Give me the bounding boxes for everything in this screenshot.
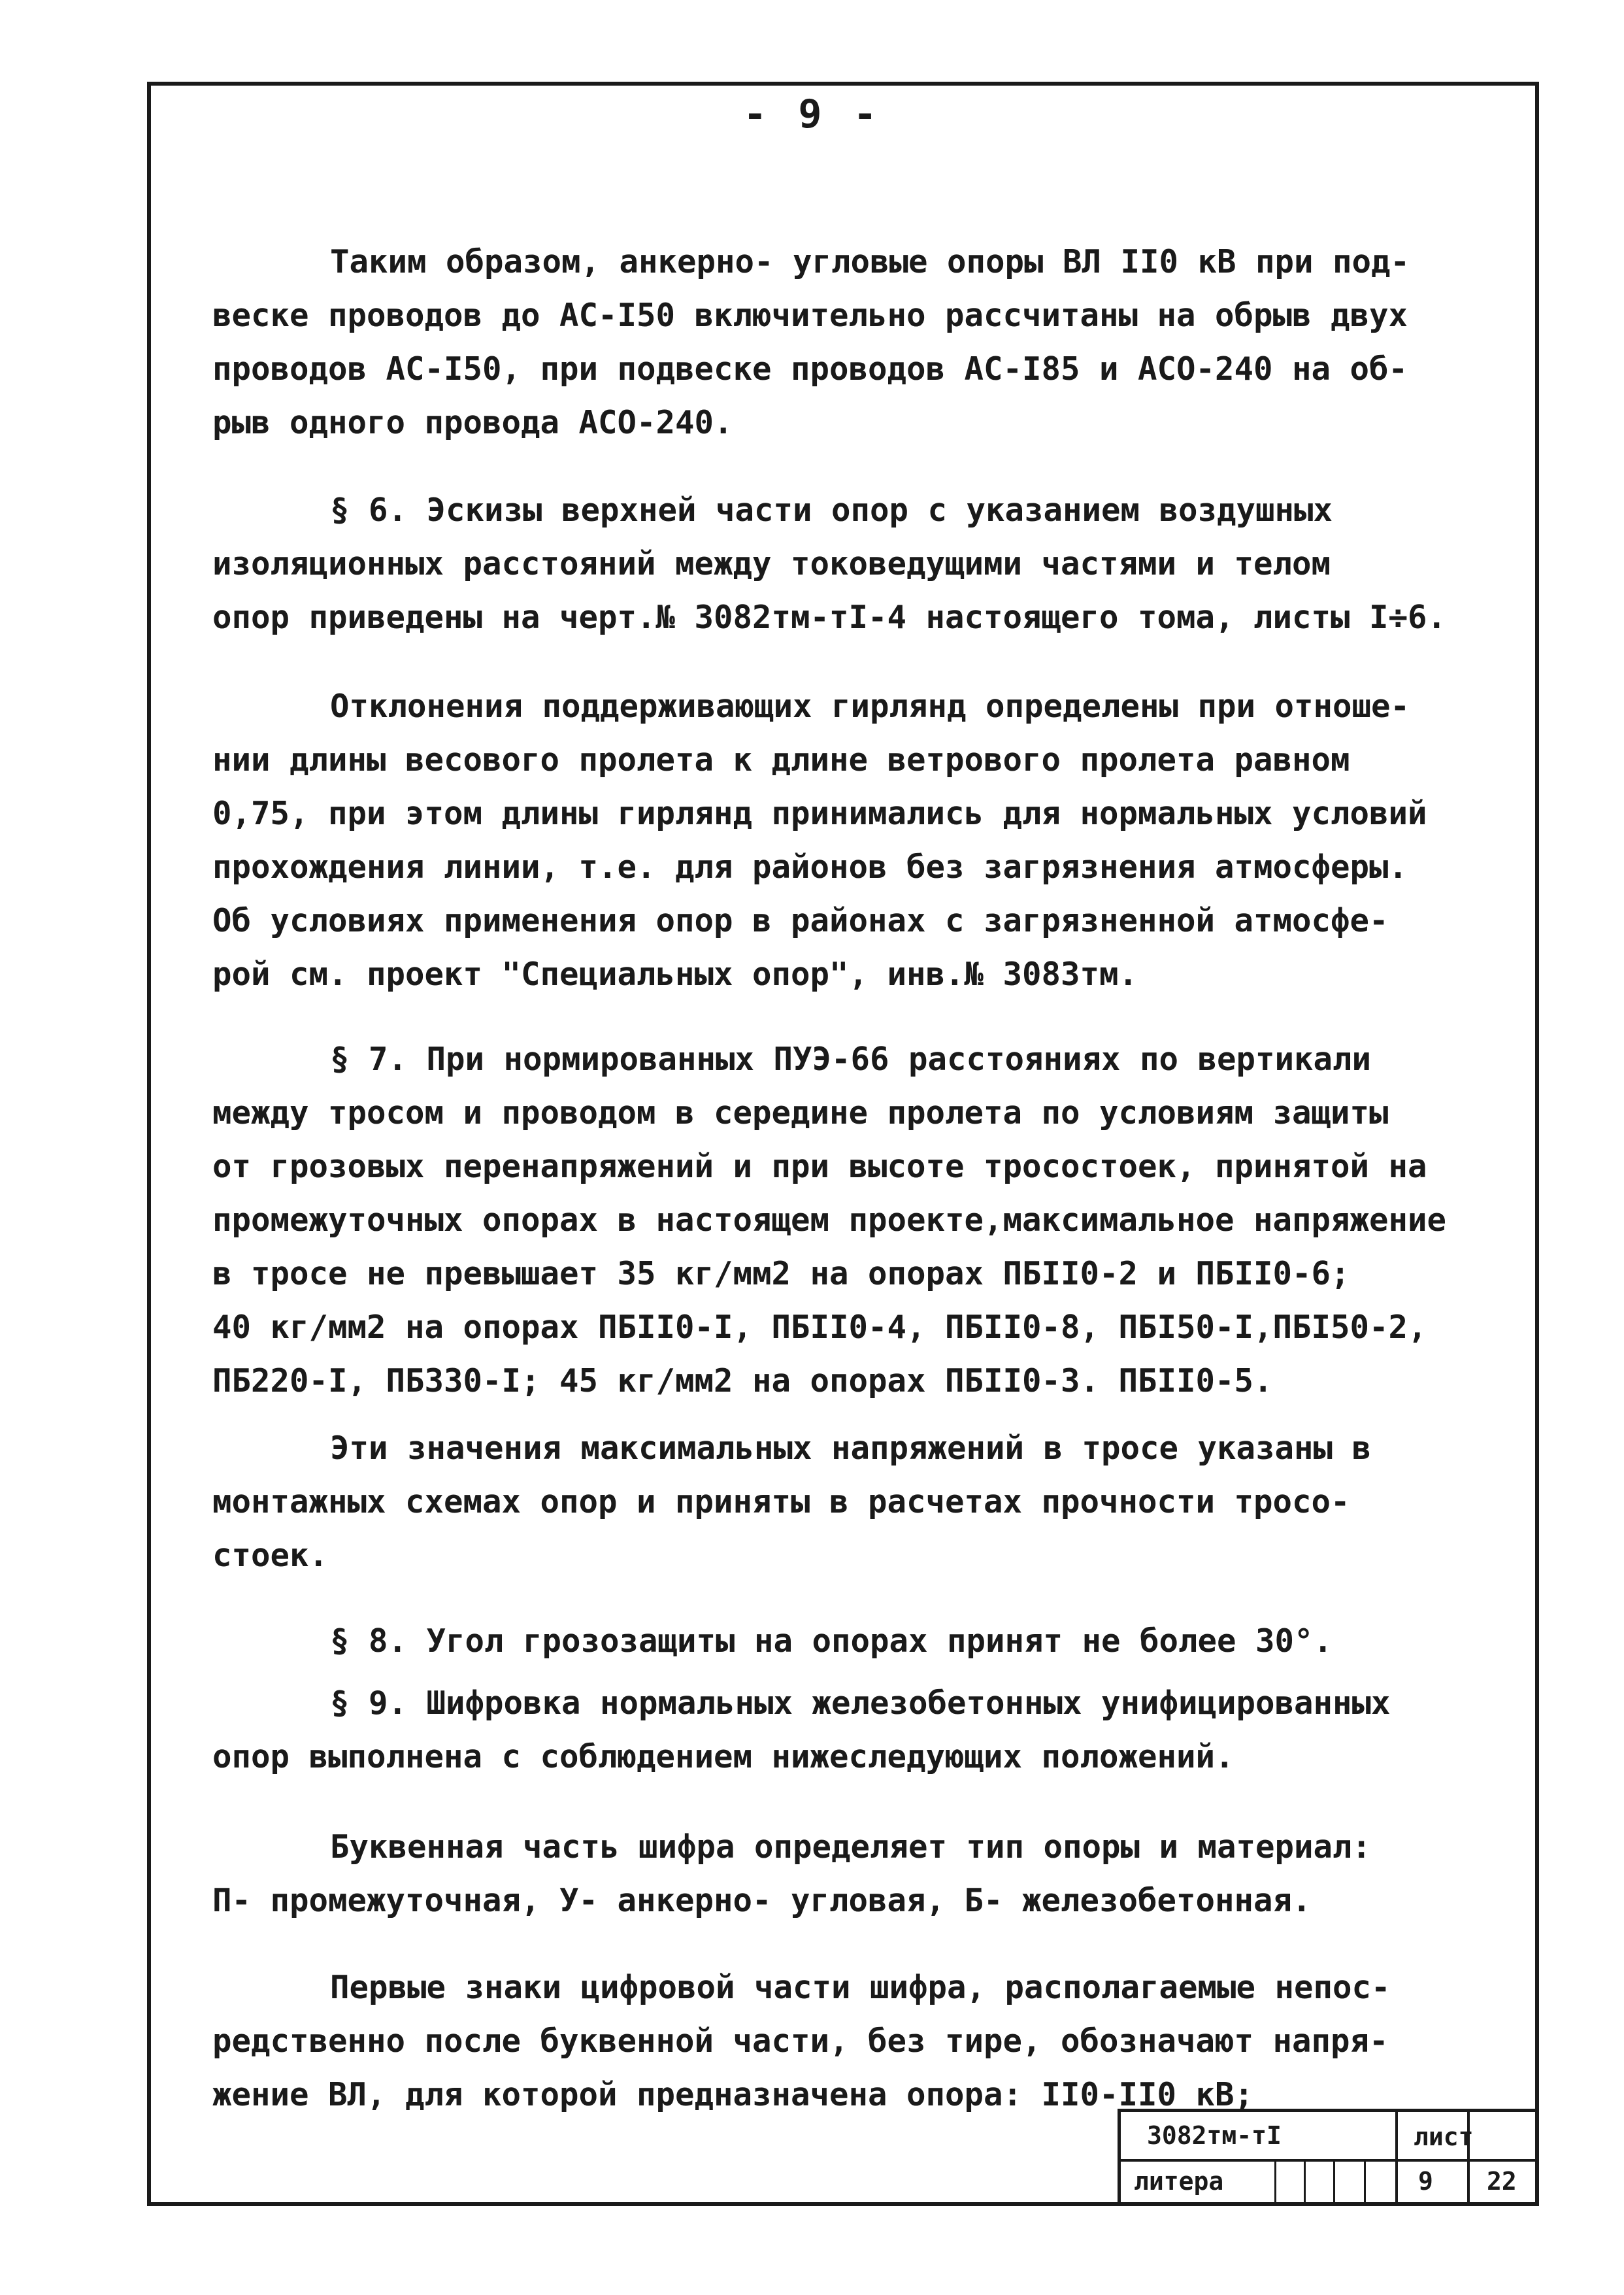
title-block-stamp (1118, 2109, 1539, 2206)
text-line: между тросом и проводом в середине пролета по условиям защиты (212, 1094, 1389, 1131)
stamp-divider (1364, 2159, 1366, 2206)
text-line: § 9. Шифровка нормальных железобетонных унифицированных (330, 1684, 1391, 1722)
stamp-divider (1274, 2159, 1276, 2206)
text-line: опор приведены на черт.№ 3082тм-тІ-4 настоящего тома, листы І÷6. (212, 599, 1447, 636)
text-line: прохождения линии, т.е. для районов без загрязнения атмосферы. (212, 848, 1408, 886)
stamp-divider (1333, 2159, 1335, 2206)
text-line: изоляционных расстояний между токоведущими частями и телом (212, 545, 1331, 582)
paragraph-section-6 (212, 484, 1513, 645)
stamp-litera-label: литера (1134, 2167, 1224, 2196)
text-line: стоек. (212, 1537, 329, 1574)
paragraph-section-8 (212, 1615, 1513, 1668)
stamp-divider (1395, 2112, 1398, 2206)
stamp-sheet-total: 22 (1487, 2167, 1517, 2196)
text-line: в тросе не превышает 35 кг/мм2 на опорах ПБІІ0-2 и ПБІІ0-6; (212, 1255, 1350, 1292)
text-line: проводов АС-І50, при подвеске проводов АС-І85 и АСО-240 на об- (212, 350, 1408, 388)
text-line: жение ВЛ, для которой предназначена опора: ІІ0-ІІ0 кВ; (212, 2076, 1254, 2113)
text-line: веске проводов до АС-І50 включительно рассчитаны на обрыв двух (212, 297, 1408, 334)
paragraph-section-9 (212, 1677, 1513, 1784)
paragraph-stress-values (212, 1422, 1513, 1583)
text-line: опор выполнена с соблюдением нижеследующих положений. (212, 1738, 1235, 1775)
text-line: § 8. Угол грозозащиты на опорах принят не более 30°. (330, 1622, 1333, 1660)
stamp-sheet-number: 9 (1418, 2167, 1433, 2196)
text-line: § 7. При нормированных ПУЭ-66 расстояниях по вертикали (330, 1041, 1372, 1078)
paragraph-digit-code (212, 1961, 1513, 2122)
text-line: Отклонения поддерживающих гирлянд определены при отноше- (330, 688, 1410, 725)
text-line: Буквенная часть шифра определяет тип опоры и материал: (330, 1828, 1372, 1866)
paragraph-letter-code (212, 1820, 1513, 1928)
text-line: Об условиях применения опор в районах с загрязненной атмосфе- (212, 902, 1389, 939)
text-line: П- промежуточная, У- анкерно- угловая, Б- железобетонная. (212, 1882, 1312, 1919)
text-line: Таким образом, анкерно- угловые опоры ВЛ ІІ0 кВ при под- (330, 243, 1410, 280)
page-number: - 9 - (743, 92, 881, 137)
text-line: Эти значения максимальных напряжений в тросе указаны в (330, 1430, 1372, 1467)
stamp-doc-code: 3082тм-тІ (1147, 2121, 1282, 2150)
text-line: редственно после буквенной части, без тире, обозначают напря- (212, 2022, 1389, 2060)
text-line: 40 кг/мм2 на опорах ПБІІ0-І, ПБІІ0-4, ПБІІ0-8, ПБІ50-І,ПБІ50-2, (212, 1309, 1427, 1346)
text-line: рой см. проект "Специальных опор", инв.№ 3083тм. (212, 956, 1138, 993)
text-line: ПБ220-І, ПБ330-І; 45 кг/мм2 на опорах ПБІІ0-3. ПБІІ0-5. (212, 1362, 1273, 1399)
paragraph-section-7 (212, 1033, 1513, 1408)
text-line: рыв одного провода АСО-240. (212, 404, 733, 441)
text-line: нии длины весового пролета к длине ветрового пролета равном (212, 741, 1350, 779)
stamp-sheet-label: лист (1414, 2122, 1474, 2151)
stamp-divider (1304, 2159, 1306, 2206)
text-line: монтажных схемах опор и приняты в расчетах прочности тросо- (212, 1483, 1350, 1520)
text-line: 0,75, при этом длины гирлянд принимались для нормальных условий (212, 795, 1427, 832)
text-line: Первые знаки цифровой части шифра, располагаемые непос- (330, 1969, 1391, 2006)
text-line: § 6. Эскизы верхней части опор с указанием воздушных (330, 492, 1333, 529)
paragraph-conclusion (212, 235, 1513, 450)
text-line: промежуточных опорах в настоящем проекте,максимальное напряжение (212, 1201, 1447, 1239)
text-line: от грозовых перенапряжений и при высоте тросостоек, принятой на (212, 1148, 1427, 1185)
paragraph-deflections (212, 680, 1513, 1001)
